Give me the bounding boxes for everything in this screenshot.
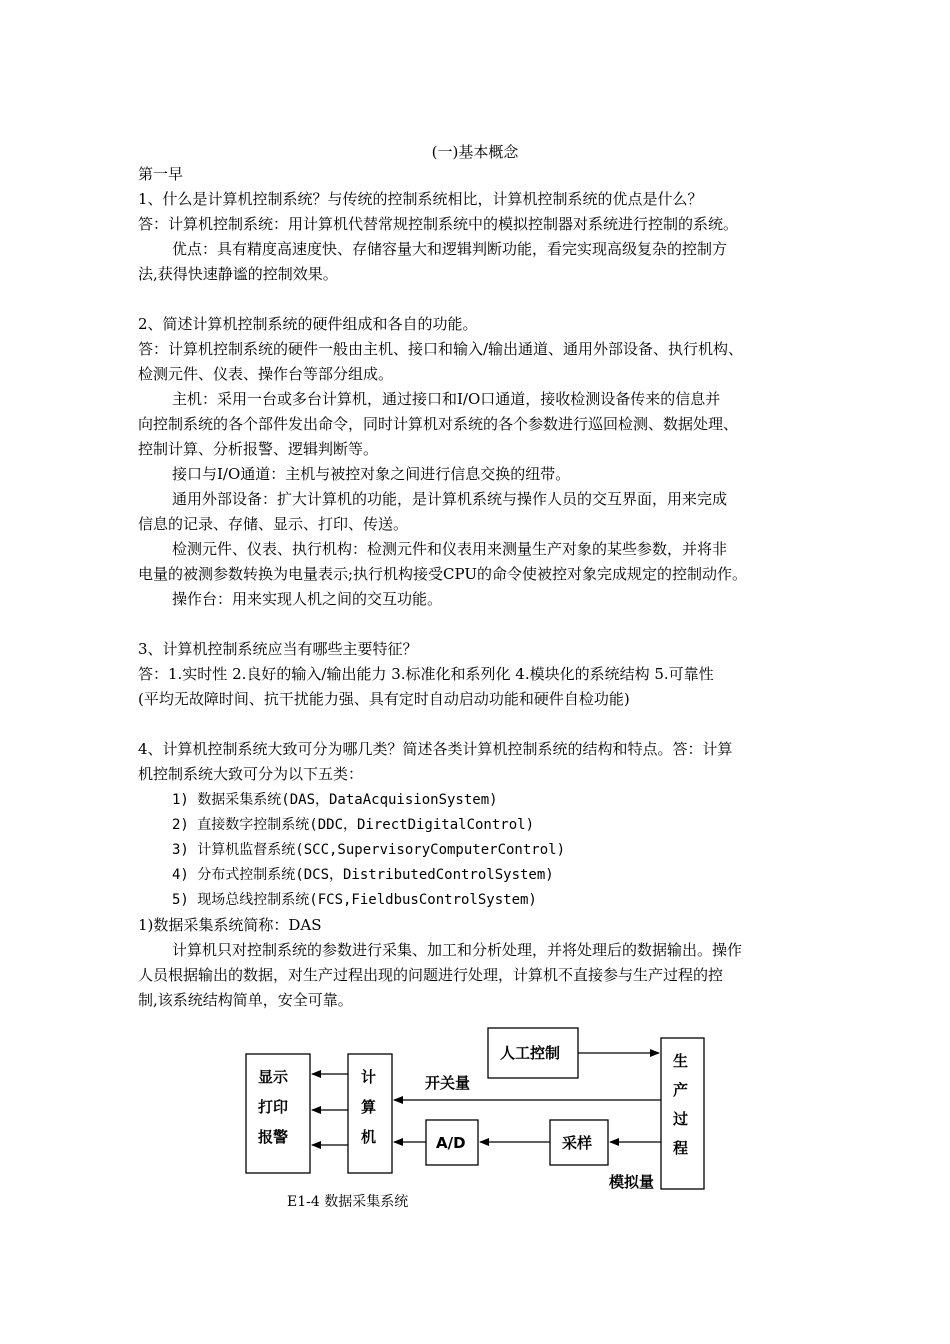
answer-1-line: 优点：具有精度高速度快、存储容量大和逻辑判断功能，看完实现高级复杂的控制方 [172, 240, 728, 258]
computer-label: 机 [361, 1128, 377, 1146]
computer-label: 计 [361, 1068, 377, 1086]
alarm-label: 报警 [258, 1128, 289, 1146]
answer-3-line: (平均无故障时间、抗干扰能力强、具有定时自动启动功能和硬件自检功能) [138, 690, 630, 708]
question-2: 2、简述计算机控制系统的硬件组成和各自的功能。 [138, 315, 478, 333]
answer-2-line: 向控制系统的各个部件发出命令，同时计算机对系统的各个参数进行巡回检测、数据处理、 [138, 415, 739, 433]
answer-2-line: 电量的被测参数转换为电量表示;执行机构接受CPU的命令使被控对象完成规定的控制动作。 [138, 565, 748, 583]
switch-quantity-label: 开关量 [425, 1074, 471, 1092]
print-label: 打印 [258, 1098, 289, 1116]
chapter-heading: 第一早 [138, 165, 184, 183]
das-paragraph-line: 人员根据输出的数据，对生产过程出现的问题进行处理，计算机不直接参与生产过程的控 [138, 966, 724, 984]
answer-1-line: 法,获得快速静谧的控制效果。 [138, 265, 338, 283]
ad-label: A/D [436, 1134, 466, 1152]
question-1: 1、什么是计算机控制系统？与传统的控制系统相比，计算机控制系统的优点是什么？ [138, 190, 703, 208]
answer-2-line: 操作台：用来实现人机之间的交互功能。 [172, 590, 443, 608]
answer-2-line: 答：计算机控制系统的硬件一般由主机、接口和输入/输出通道、通用外部设备、执行机构、 [138, 340, 744, 358]
answer-1-line: 答：计算机控制系统：用计算机代替常规控制系统中的模拟控制器对系统进行控制的系统。 [138, 215, 739, 233]
das-paragraph-line: 制,该系统结构简单，安全可靠。 [138, 991, 353, 1009]
system-type-item: 1) 数据采集系统(DAS，DataAcquisionSystem) [172, 792, 498, 808]
answer-2-line: 检测元件、仪表、操作台等部分组成。 [138, 365, 394, 383]
answer-2-line: 通用外部设备：扩大计算机的功能，是计算机系统与操作人员的交互界面，用来完成 [172, 490, 728, 508]
analog-quantity-label: 模拟量 [609, 1173, 655, 1191]
display-label: 显示 [258, 1068, 289, 1086]
question-4: 机控制系统大致可分为以下五类： [138, 765, 364, 783]
answer-2-line: 信息的记录、存储、显示、打印、传送。 [138, 515, 409, 533]
system-type-item: 3) 计算机监督系统(SCC,SupervisoryComputerControl) [172, 842, 566, 858]
manual-control-label: 人工控制 [500, 1044, 561, 1062]
figure-caption: E1-4 数据采集系统 [287, 1194, 409, 1210]
question-3: 3、计算机控制系统应当有哪些主要特征？ [138, 640, 418, 658]
process-label: 过 [673, 1110, 689, 1128]
system-type-item: 2) 直接数字控制系统(DDC，DirectDigitalControl) [172, 817, 535, 833]
system-type-item: 5) 现场总线控制系统(FCS,FieldbusControlSystem) [172, 892, 537, 908]
answer-2-line: 接口与I/O通道：主机与被控对象之间进行信息交换的纽带。 [172, 465, 571, 483]
process-label: 程 [673, 1139, 689, 1157]
question-4: 4、计算机控制系统大致可分为哪几类？简述各类计算机控制系统的结构和特点。答：计算 [138, 740, 733, 758]
answer-2-line: 检测元件、仪表、执行机构：检测元件和仪表用来测量生产对象的某些参数，并将非 [172, 540, 728, 558]
system-type-item: 4) 分布式控制系统(DCS，DistributedControlSystem) [172, 867, 554, 883]
answer-3-line: 答：1.实时性 2.良好的输入/输出能力 3.标准化和系列化 4.模块化的系统结构 5.可靠性 [138, 665, 714, 683]
das-heading: 1)数据采集系统简称：DAS [138, 916, 322, 934]
sampling-label: 采样 [562, 1134, 593, 1152]
answer-2-line: 主机：采用一台或多台计算机，通过接口和I/O口通道，接收检测设备传来的信息并 [172, 390, 721, 408]
answer-2-line: 控制计算、分析报警、逻辑判断等。 [138, 440, 379, 458]
process-label: 产 [673, 1081, 689, 1099]
section-title: (一)基本概念 [431, 143, 519, 161]
computer-label: 算 [361, 1098, 377, 1116]
process-label: 生 [673, 1052, 689, 1070]
das-paragraph-line: 计算机只对控制系统的参数进行采集、加工和分析处理，并将处理后的数据输出。操作 [172, 941, 743, 959]
